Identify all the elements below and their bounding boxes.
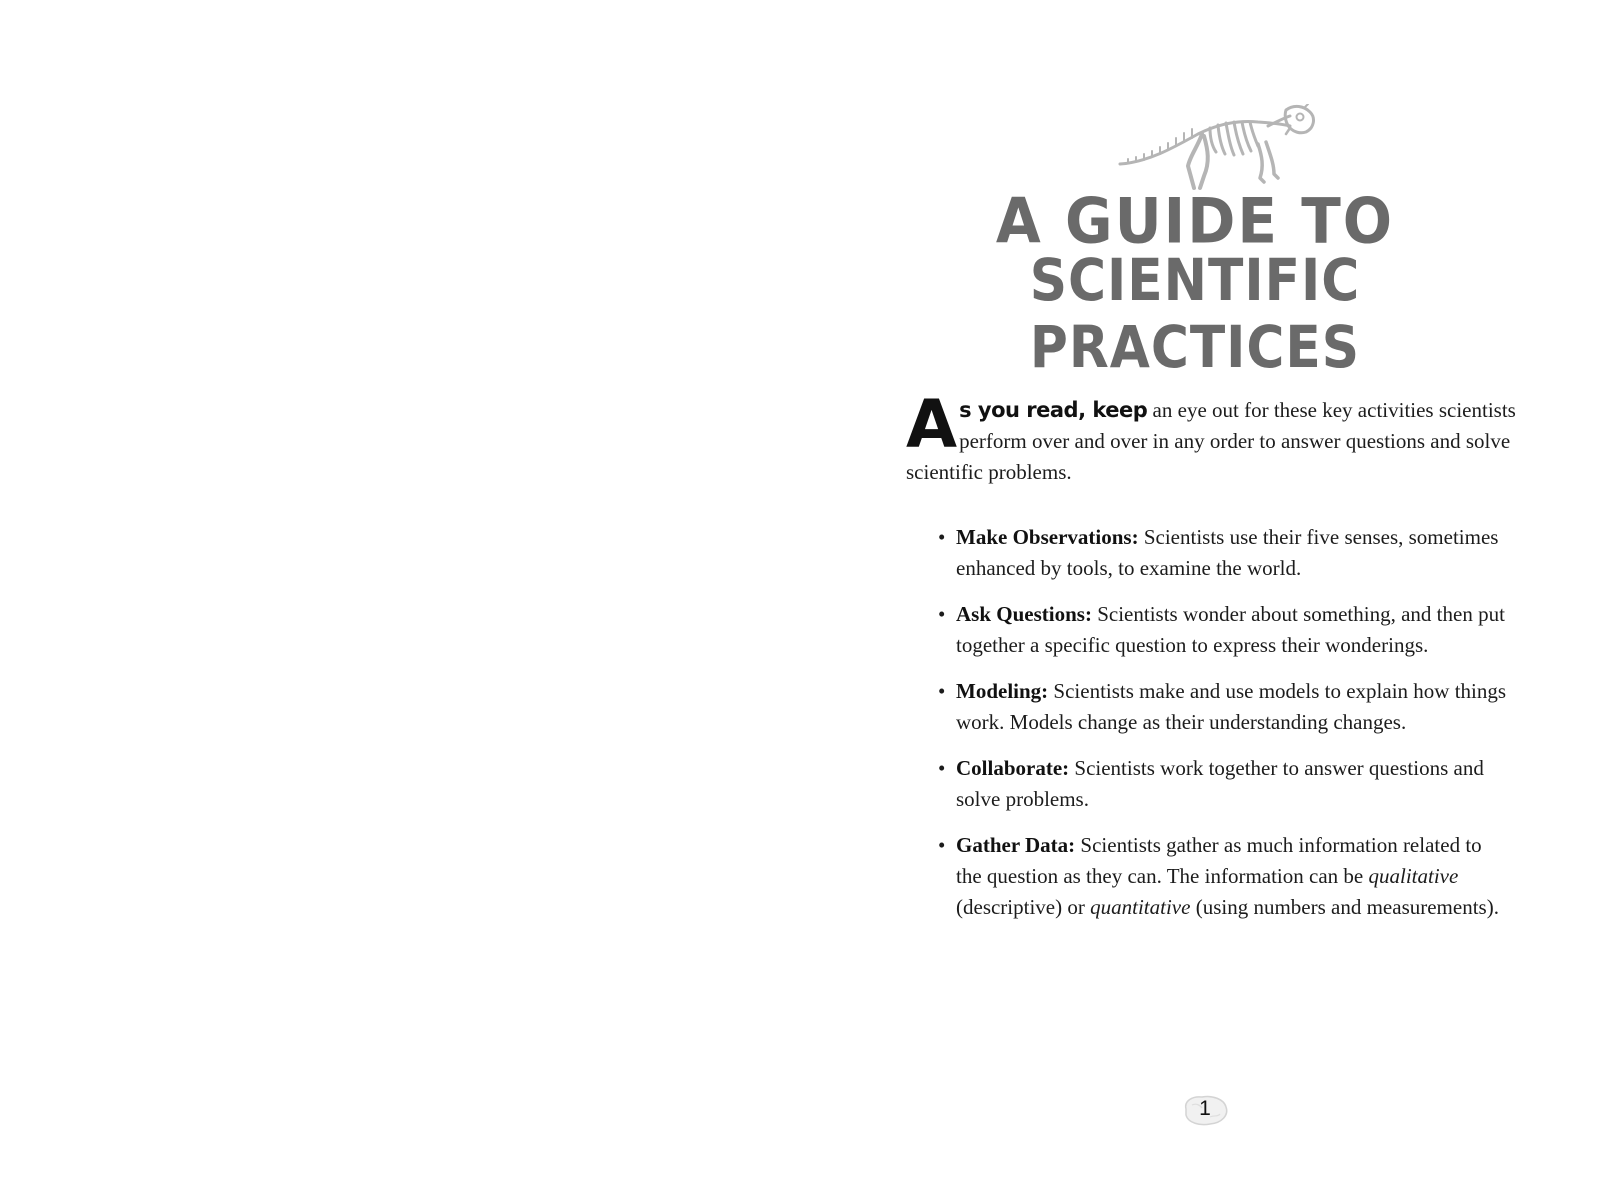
page-number-text: 1 xyxy=(1199,1097,1211,1120)
list-item xyxy=(906,522,1512,584)
bullet-icon: • xyxy=(938,833,946,857)
practices-list xyxy=(906,522,1512,938)
title-line-2: SCIENTIFIC PRACTICES xyxy=(1029,245,1361,381)
page-number xyxy=(1180,1093,1236,1129)
bullet-icon: • xyxy=(938,602,946,626)
qualitative-term: qualitative xyxy=(1368,864,1459,888)
practice-description: Scientists wonder about something, and then put together a specific question to express their wonderings. xyxy=(956,602,1505,657)
intro-lead-in: s you read, keep xyxy=(959,398,1148,422)
practice-description: Scientists use their five senses, sometimes enhanced by tools, to examine the world. xyxy=(956,525,1499,580)
intro-paragraph xyxy=(906,386,1516,488)
practice-term: Ask Questions: xyxy=(956,602,1092,626)
practice-description: Scientists make and use models to explain how things work. Models change as their understanding changes. xyxy=(956,679,1507,734)
bullet-icon: • xyxy=(938,525,946,549)
bullet-icon: • xyxy=(938,756,946,780)
drop-cap: A xyxy=(906,386,958,463)
practice-term: Gather Data: xyxy=(956,833,1076,857)
intro-body: an eye out for these key activities scientists perform over and over in any order to answer questions and solve scientific problems. xyxy=(906,398,1516,484)
quantitative-term: quantitative xyxy=(1090,895,1191,919)
list-item xyxy=(906,830,1512,923)
page-title xyxy=(900,184,1490,381)
practice-description: Scientists work together to answer questions and solve problems. xyxy=(956,756,1484,811)
list-item xyxy=(906,599,1512,661)
dinosaur-skeleton-icon xyxy=(1118,104,1318,192)
practice-term: Collaborate: xyxy=(956,756,1070,780)
practice-term: Modeling: xyxy=(956,679,1049,703)
list-item xyxy=(906,753,1512,815)
list-item xyxy=(906,676,1512,738)
practice-description-cont: (descriptive) or xyxy=(956,895,1085,919)
bullet-icon: • xyxy=(938,679,946,703)
title-line-1: A GUIDE TO xyxy=(995,184,1395,258)
practice-description: Scientists gather as much information related to the question as they can. The information can be xyxy=(956,833,1482,888)
practice-description-end: (using numbers and measurements). xyxy=(1195,895,1499,919)
practice-term: Make Observations: xyxy=(956,525,1139,549)
